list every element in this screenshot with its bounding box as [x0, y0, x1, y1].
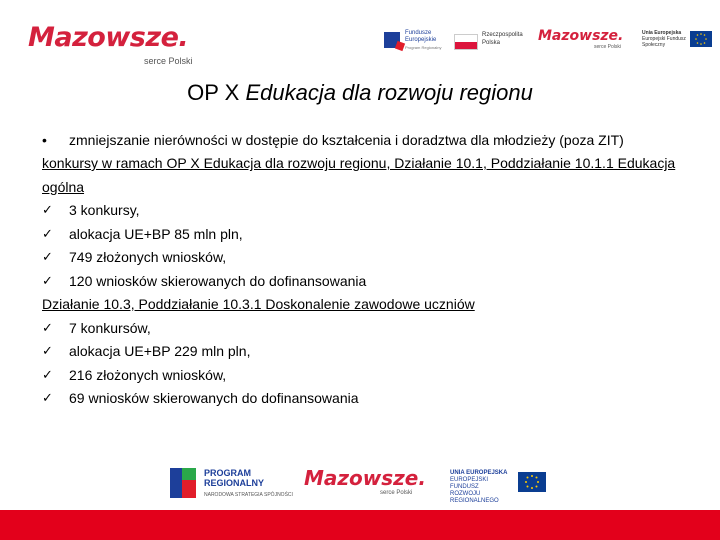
footer-red-bar	[0, 510, 720, 540]
list-item: ✓ alokacja UE+BP 229 mln pln,	[42, 340, 682, 364]
bullet-item	[42, 130, 682, 150]
rp-line1: Rzeczpospolita	[482, 32, 523, 38]
bullet-text: zmniejszanie nierówności w dostępie do kształcenia i doradztwa dla młodzieży (poza ZIT)	[69, 132, 624, 148]
check-icon: ✓	[42, 391, 53, 406]
pr-line1: PROGRAM	[204, 468, 251, 478]
check-icon: ✓	[42, 344, 53, 359]
mazowsze-logo	[28, 22, 208, 66]
partner-logos-bottom	[170, 462, 560, 506]
pr-line2: REGIONALNY	[204, 478, 265, 488]
list-item: ✓ 3 konkursy,	[42, 199, 682, 223]
eu-flag-icon	[690, 31, 712, 47]
list-item: ✓ alokacja UE+BP 85 mln pln,	[42, 223, 682, 247]
mazowsze-bottom-tagline: serce Polski	[380, 490, 413, 496]
mazowsze-bottom-logo	[304, 466, 426, 502]
rzeczpospolita-logo	[454, 28, 524, 54]
fundusze-europejskie-logo	[384, 28, 446, 54]
eu-top-line1: Unia Europejska	[642, 30, 682, 36]
mazowsze-small-logo	[538, 28, 628, 54]
title-prefix: OP X	[187, 80, 246, 105]
list-item: ✓ 749 złożonych wniosków,	[42, 246, 682, 270]
bullet-mark: •	[42, 132, 47, 148]
section1-heading: konkursy w ramach OP X Edukacja dla rozwoju regionu, Działanie 10.1, Poddziałanie 10.1.1 Edukacja ogólna	[42, 155, 676, 195]
fundusze-line1: Fundusze	[405, 30, 432, 36]
section2-heading: Działanie 10.3, Poddziałanie 10.3.1 Doskonalenie zawodowe uczniów	[42, 296, 475, 312]
mazowsze-small-word: Mazowsze.	[538, 28, 624, 44]
eu-logo-bottom	[450, 466, 550, 502]
eu-top-line2: Europejski Fundusz	[642, 36, 686, 42]
eu-flag-icon	[518, 472, 546, 492]
title-italic: Edukacja dla rozwoju regionu	[245, 80, 533, 105]
mazowsze-small-tagline: serce Polski	[594, 44, 621, 50]
check-icon: ✓	[42, 320, 53, 336]
eu-top-line3: Społeczny	[642, 42, 666, 48]
list-item: ✓ 216 złożonych wniosków,	[42, 364, 682, 388]
check-icon: ✓	[42, 226, 53, 242]
check-icon: ✓	[42, 250, 53, 265]
mazowsze-logo-word: Mazowsze.	[28, 22, 189, 53]
fundusze-flag-icon	[384, 32, 400, 48]
fundusze-line2: Europejskie	[405, 37, 437, 43]
poland-flag-icon	[454, 34, 478, 50]
slide-content	[42, 128, 682, 411]
program-regionalny-icon	[170, 468, 196, 498]
list-item: ✓ 7 konkursów,	[42, 317, 682, 341]
slide-title	[0, 80, 720, 106]
partner-logos-top	[380, 28, 712, 56]
list-item: ✓ 69 wniosków skierowanych do dofinansowania	[42, 387, 682, 411]
program-regionalny-logo	[170, 466, 293, 502]
fundusze-line3: Program Regionalny	[405, 45, 442, 50]
eu-bottom-line2: EUROPEJSKI FUNDUSZ	[450, 477, 489, 490]
check-icon: ✓	[42, 273, 53, 289]
check-icon: ✓	[42, 203, 53, 218]
eu-bottom-line1: UNIA EUROPEJSKA	[450, 470, 508, 476]
list-item: ✓ 120 wniosków skierowanych do dofinansowania	[42, 270, 682, 294]
eu-logo-top	[642, 28, 712, 54]
mazowsze-logo-tagline: serce Polski	[144, 56, 193, 66]
check-icon: ✓	[42, 367, 53, 383]
mazowsze-bottom-word: Mazowsze.	[304, 466, 426, 490]
eu-bottom-line3: ROZWOJU REGIONALNEGO	[450, 491, 499, 504]
rp-line2: Polska	[482, 40, 501, 46]
pr-sub: NARODOWA STRATEGIA SPÓJNOŚCI	[204, 492, 293, 498]
